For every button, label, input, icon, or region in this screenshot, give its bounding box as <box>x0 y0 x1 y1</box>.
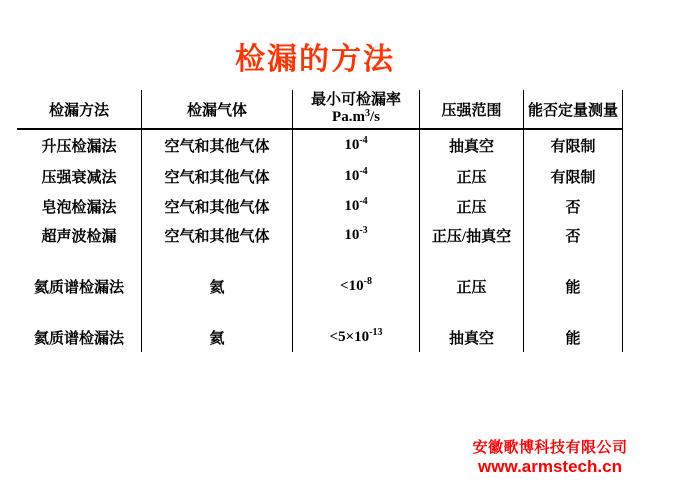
rate-exponent: -4 <box>359 195 368 207</box>
cell-rate <box>293 161 420 191</box>
rate-value <box>344 137 367 154</box>
rate-base: 10 <box>348 277 364 294</box>
header-method: 检漏方法 <box>17 90 142 130</box>
cell-pressure: 正压 <box>420 161 524 191</box>
footer-website: www.armstech.cn <box>478 457 622 476</box>
header-min-leak-rate-unit <box>332 109 380 127</box>
rate-base: 10 <box>344 167 360 184</box>
cell-quant: 能 <box>524 322 623 352</box>
unit-suffix: /s <box>369 108 380 125</box>
cell-quant: 有限制 <box>524 130 623 161</box>
rate-base: 10 <box>344 197 360 214</box>
cell-gas: 空气和其他气体 <box>142 221 293 250</box>
cell-quant: 有限制 <box>524 161 623 191</box>
cell-gas: 空气和其他气体 <box>142 191 293 221</box>
rate-exponent: -13 <box>369 326 383 338</box>
slide-title: 检漏的方法 <box>235 43 395 76</box>
unit-prefix: Pa.m <box>332 108 365 125</box>
footer <box>450 436 650 477</box>
cell-pressure: 正压 <box>420 191 524 221</box>
header-pressure-range: 压强范围 <box>420 90 524 130</box>
header-min-leak-rate-line1: 最小可检漏率 <box>310 91 401 108</box>
leak-detection-table <box>17 90 623 352</box>
header-gas: 检漏气体 <box>142 90 293 130</box>
cell-method: 升压检漏法 <box>17 130 142 161</box>
rate-prefix: <5× <box>329 328 355 345</box>
cell-rate <box>293 322 420 352</box>
rate-base: 10 <box>344 137 360 153</box>
rate-base: 10 <box>344 227 360 243</box>
rate-value <box>344 195 368 215</box>
rate-value <box>329 326 383 346</box>
cell-gas: 氦 <box>142 322 293 352</box>
cell-method: 氦质谱检漏法 <box>17 250 142 322</box>
cell-quant: 否 <box>524 191 623 221</box>
cell-method: 氦质谱检漏法 <box>17 322 142 352</box>
cell-rate <box>293 191 420 221</box>
rate-exponent: -8 <box>363 275 372 287</box>
cell-quant: 能 <box>524 250 623 322</box>
unit-superscript: 3 <box>364 107 370 119</box>
rate-base: 10 <box>354 328 370 345</box>
cell-method: 皂泡检漏法 <box>17 191 142 221</box>
header-quantitative: 能否定量测量 <box>524 90 623 130</box>
cell-pressure: 正压 <box>420 250 524 322</box>
cell-gas: 空气和其他气体 <box>142 161 293 191</box>
cell-rate <box>293 221 420 250</box>
rate-exponent: -4 <box>359 135 368 146</box>
rate-value <box>344 165 368 185</box>
cell-gas: 氦 <box>142 250 293 322</box>
header-min-leak-rate <box>293 90 420 130</box>
rate-exponent: -4 <box>359 165 368 177</box>
cell-method: 压强衰减法 <box>17 161 142 191</box>
cell-rate <box>293 250 420 322</box>
cell-quant: 否 <box>524 221 623 250</box>
cell-pressure: 正压/抽真空 <box>420 221 524 250</box>
cell-pressure: 抽真空 <box>420 322 524 352</box>
footer-company-name: 安徽歌博科技有限公司 <box>472 440 628 456</box>
cell-method: 超声波检漏 <box>17 221 142 250</box>
cell-rate <box>293 130 420 161</box>
cell-pressure: 抽真空 <box>420 130 524 161</box>
rate-value <box>340 275 372 295</box>
cell-gas: 空气和其他气体 <box>142 130 293 161</box>
rate-value <box>344 227 367 244</box>
rate-prefix: < <box>340 277 349 294</box>
rate-exponent: -3 <box>359 225 368 236</box>
